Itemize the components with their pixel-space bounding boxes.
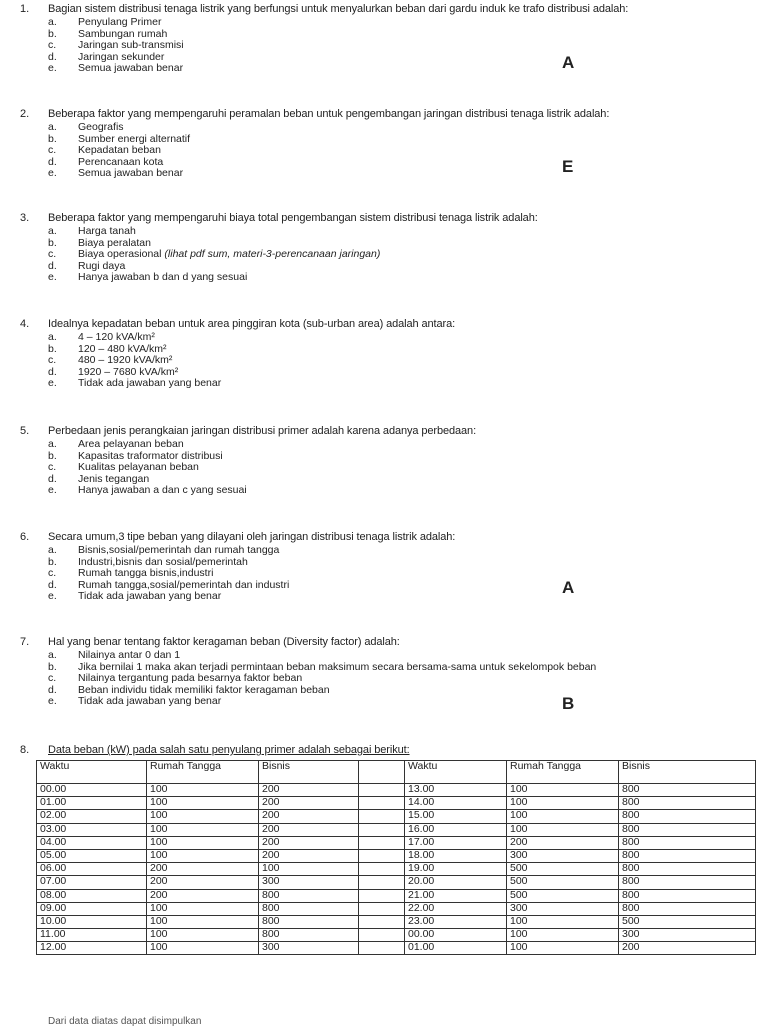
option-letter: e. [48, 62, 57, 74]
table-cell: 200 [147, 863, 259, 876]
question-number: 5. [20, 425, 30, 437]
option-item [48, 378, 221, 390]
question-text: Idealnya kepadatan beban untuk area pinggiran kota (sub-urban area) adalah antara: [48, 318, 456, 330]
table-cell: 800 [619, 902, 756, 915]
question-number: 2. [20, 108, 30, 120]
option-item [48, 63, 184, 75]
table-cell: 800 [619, 823, 756, 836]
option-text: Area pelayanan beban [78, 438, 184, 450]
question-number: 8. [20, 744, 30, 756]
table-cell: 21.00 [405, 889, 507, 902]
question-number: 4. [20, 318, 30, 330]
table-cell: 500 [507, 889, 619, 902]
option-text: Hanya jawaban a dan c yang sesuai [78, 484, 247, 496]
table-cell: 800 [619, 863, 756, 876]
table-row [37, 902, 756, 915]
table-header-cell [359, 761, 405, 784]
table-row [37, 863, 756, 876]
table-row [37, 784, 756, 797]
table-cell: 200 [259, 784, 359, 797]
option-text: Jaringan sekunder [78, 50, 165, 63]
table-cell: 500 [507, 876, 619, 889]
option-text: Rumah tangga,sosial/pemerintah dan industri [78, 578, 290, 591]
option-letter: c. [48, 248, 57, 260]
option-text: Hanya jawaban b dan d yang sesuai [78, 271, 248, 283]
option-item [48, 249, 380, 261]
table-cell: 10.00 [37, 915, 147, 928]
option-letter: a. [48, 16, 57, 28]
option-letter: b. [48, 449, 57, 462]
question-number: 7. [20, 636, 30, 648]
question-text: Perbedaan jenis perangkaian jaringan distribusi primer adalah karena adanya perbedaan: [48, 425, 477, 437]
table-header-cell: Rumah Tangga [507, 761, 619, 784]
table-cell: 100 [147, 784, 259, 797]
question-number: 1. [20, 3, 30, 15]
option-letter: e. [48, 271, 57, 283]
option-letter: a. [48, 331, 57, 343]
option-text: 120 – 480 kVA/km² [78, 342, 167, 355]
option-text: Tidak ada jawaban yang benar [78, 590, 222, 602]
table-cell [359, 902, 405, 915]
table-row [37, 942, 756, 955]
option-item [48, 673, 596, 685]
option-text: Harga tanah [78, 225, 136, 237]
table-cell: 500 [619, 915, 756, 928]
option-text: Kapasitas traformator distribusi [78, 449, 223, 462]
question-text: Secara umum,3 tipe beban yang dilayani oleh jaringan distribusi tenaga listrik adalah: [48, 531, 456, 543]
table-cell: 18.00 [405, 849, 507, 862]
option-item [48, 462, 247, 474]
option-list [48, 439, 247, 497]
table-cell [359, 823, 405, 836]
table-row [37, 849, 756, 862]
option-text: Rumah tangga bisnis,industri [78, 567, 214, 579]
footer-text: Dari data diatas dapat disimpulkan [48, 1016, 202, 1027]
table-cell [359, 810, 405, 823]
option-text: Beban individu tidak memiliki faktor keragaman beban [78, 683, 330, 696]
option-letter: a. [48, 121, 57, 133]
option-text: Sambungan rumah [78, 27, 168, 40]
table-cell: 07.00 [37, 876, 147, 889]
question-text: Hal yang benar tentang faktor keragaman beban (Diversity factor) adalah: [48, 636, 400, 648]
option-item [48, 40, 184, 52]
table-cell: 800 [619, 797, 756, 810]
table-header-cell: Rumah Tangga [147, 761, 259, 784]
table-row [37, 810, 756, 823]
option-text: Semua jawaban benar [78, 167, 184, 179]
table-cell: 800 [619, 836, 756, 849]
option-letter: d. [48, 683, 57, 696]
table-header-cell: Waktu [37, 761, 147, 784]
option-list [48, 122, 190, 180]
option-item [48, 226, 380, 238]
option-letter: c. [48, 461, 57, 473]
table-cell: 22.00 [405, 902, 507, 915]
option-text: Jika bernilai 1 maka akan terjadi permintaan beban maksimum secara bersama-sama untuk sekelompok beban [78, 660, 597, 673]
option-item [48, 145, 190, 157]
option-text: 480 – 1920 kVA/km² [78, 354, 173, 366]
table-cell: 15.00 [405, 810, 507, 823]
option-item [48, 17, 184, 29]
question-text: Beberapa faktor yang mempengaruhi biaya total pengembangan sistem distribusi tenaga listrik adalah: [48, 212, 538, 224]
table-header-row [37, 761, 756, 784]
option-letter: a. [48, 438, 57, 450]
table-cell [359, 849, 405, 862]
option-letter: b. [48, 342, 57, 355]
option-item [48, 122, 190, 134]
table-cell: 100 [507, 797, 619, 810]
table-cell: 20.00 [405, 876, 507, 889]
table-cell: 500 [507, 863, 619, 876]
option-item [48, 439, 247, 451]
option-text: 4 – 120 kVA/km² [78, 331, 155, 343]
table-cell: 100 [507, 929, 619, 942]
table-cell: 19.00 [405, 863, 507, 876]
table-cell [359, 929, 405, 942]
table-cell [359, 863, 405, 876]
option-item [48, 355, 221, 367]
table-cell: 200 [259, 823, 359, 836]
table-row [37, 876, 756, 889]
table-cell: 00.00 [405, 929, 507, 942]
question-text: Data beban (kW) pada salah satu penyulang primer adalah sebagai berikut: [48, 744, 410, 756]
option-text: Kualitas pelayanan beban [78, 461, 199, 473]
option-text: Biaya peralatan [78, 236, 151, 249]
option-item [48, 485, 247, 497]
table-cell: 100 [147, 823, 259, 836]
question-number: 3. [20, 212, 30, 224]
option-item [48, 568, 289, 580]
table-cell: 300 [619, 929, 756, 942]
option-letter: a. [48, 225, 57, 237]
option-text: Tidak ada jawaban yang benar [78, 377, 222, 389]
answer-key: A [562, 578, 575, 597]
table-row [37, 836, 756, 849]
table-cell: 800 [619, 876, 756, 889]
option-letter: c. [48, 567, 57, 579]
option-letter: b. [48, 27, 57, 40]
option-letter: e. [48, 695, 57, 707]
table-cell: 100 [507, 810, 619, 823]
question-text: Beberapa faktor yang mempengaruhi peramalan beban untuk pengembangan jaringan distribusi tenaga listrik adalah: [48, 108, 610, 120]
option-letter: b. [48, 555, 57, 568]
option-list [48, 226, 380, 284]
table-cell [359, 942, 405, 955]
table-cell [359, 784, 405, 797]
table-cell: 100 [147, 942, 259, 955]
option-text: Jaringan sub-transmisi [78, 39, 184, 51]
table-cell: 200 [259, 797, 359, 810]
table-cell: 13.00 [405, 784, 507, 797]
table-cell: 09.00 [37, 902, 147, 915]
option-letter: a. [48, 649, 57, 661]
option-note: (lihat pdf sum, materi-3-perencanaan jaringan) [164, 248, 381, 260]
option-text: Penyulang Primer [78, 16, 162, 28]
table-cell: 08.00 [37, 889, 147, 902]
table-cell: 17.00 [405, 836, 507, 849]
table-cell: 06.00 [37, 863, 147, 876]
option-text: Geografis [78, 121, 124, 133]
table-cell: 800 [619, 889, 756, 902]
table-cell: 100 [259, 863, 359, 876]
table-cell: 100 [147, 915, 259, 928]
table-cell: 12.00 [37, 942, 147, 955]
table-cell: 100 [147, 849, 259, 862]
table-cell: 800 [259, 902, 359, 915]
table-cell [359, 836, 405, 849]
table-row [37, 797, 756, 810]
table-cell: 16.00 [405, 823, 507, 836]
table-cell: 01.00 [405, 942, 507, 955]
table-cell: 800 [259, 915, 359, 928]
table-cell [359, 915, 405, 928]
question-text: Bagian sistem distribusi tenaga listrik yang berfungsi untuk menyalurkan beban dari gardu induk ke trafo distribusi adalah: [48, 3, 629, 15]
option-text: Kepadatan beban [78, 144, 161, 156]
table-cell: 300 [507, 849, 619, 862]
table-header-cell: Waktu [405, 761, 507, 784]
option-item [48, 168, 190, 180]
table-body [37, 784, 756, 955]
table-header-cell: Bisnis [259, 761, 359, 784]
table-cell: 23.00 [405, 915, 507, 928]
option-letter: e. [48, 590, 57, 602]
table-cell: 100 [147, 836, 259, 849]
option-text: Semua jawaban benar [78, 62, 184, 74]
answer-key: A [562, 53, 575, 72]
option-text: Sumber energi alternatif [78, 132, 191, 145]
table-cell: 100 [147, 902, 259, 915]
option-letter: e. [48, 484, 57, 496]
table-row [37, 915, 756, 928]
table-cell: 200 [259, 810, 359, 823]
option-letter: d. [48, 365, 57, 378]
table-cell: 02.00 [37, 810, 147, 823]
table-cell [359, 876, 405, 889]
option-list [48, 650, 596, 708]
table-cell: 03.00 [37, 823, 147, 836]
option-item [48, 696, 596, 708]
table-cell: 14.00 [405, 797, 507, 810]
table-cell: 200 [259, 836, 359, 849]
option-text: Nilainya tergantung pada besarnya faktor beban [78, 672, 303, 684]
table-cell: 100 [507, 823, 619, 836]
option-item [48, 650, 596, 662]
table-cell: 100 [147, 810, 259, 823]
answer-key: E [562, 157, 574, 176]
table-cell: 100 [507, 915, 619, 928]
option-letter: a. [48, 544, 57, 556]
table-cell: 800 [259, 889, 359, 902]
table-cell: 300 [259, 942, 359, 955]
option-letter: b. [48, 236, 57, 249]
table-header-cell: Bisnis [619, 761, 756, 784]
option-list [48, 332, 221, 390]
table-cell: 200 [507, 836, 619, 849]
option-letter: b. [48, 132, 57, 145]
table-cell: 100 [507, 784, 619, 797]
option-text: Industri,bisnis dan sosial/pemerintah [78, 555, 248, 568]
option-letter: d. [48, 472, 57, 485]
table-cell: 05.00 [37, 849, 147, 862]
option-letter: d. [48, 259, 57, 272]
table-row [37, 929, 756, 942]
table-cell: 11.00 [37, 929, 147, 942]
option-list [48, 17, 184, 75]
table-cell: 800 [619, 784, 756, 797]
option-text: Tidak ada jawaban yang benar [78, 695, 222, 707]
table-row [37, 823, 756, 836]
option-item [48, 332, 221, 344]
option-text: Jenis tegangan [78, 472, 150, 485]
table-cell: 00.00 [37, 784, 147, 797]
option-letter: d. [48, 155, 57, 168]
option-text: Rugi daya [78, 259, 126, 272]
option-item [48, 591, 289, 603]
option-text: Biaya operasional [78, 248, 162, 260]
table-cell: 04.00 [37, 836, 147, 849]
option-item [48, 272, 380, 284]
option-letter: e. [48, 377, 57, 389]
option-text: 1920 – 7680 kVA/km² [78, 365, 179, 378]
option-item [48, 545, 289, 557]
table-cell: 01.00 [37, 797, 147, 810]
table-cell: 100 [507, 942, 619, 955]
table-cell: 300 [507, 902, 619, 915]
table-row [37, 889, 756, 902]
option-letter: d. [48, 50, 57, 63]
table-cell: 100 [147, 929, 259, 942]
option-text: Bisnis,sosial/pemerintah dan rumah tangga [78, 544, 280, 556]
table-cell: 200 [147, 876, 259, 889]
option-list [48, 545, 289, 603]
table-cell: 200 [259, 849, 359, 862]
option-letter: d. [48, 578, 57, 591]
table-cell: 100 [147, 797, 259, 810]
option-letter: c. [48, 672, 57, 684]
table-cell: 200 [147, 889, 259, 902]
table-cell: 200 [619, 942, 756, 955]
load-data-table [36, 760, 756, 955]
answer-key: B [562, 694, 575, 713]
option-text: Perencanaan kota [78, 155, 164, 168]
table-cell: 300 [259, 876, 359, 889]
table-cell [359, 797, 405, 810]
option-letter: e. [48, 167, 57, 179]
option-letter: c. [48, 144, 57, 156]
option-letter: b. [48, 660, 57, 673]
option-text: Nilainya antar 0 dan 1 [78, 649, 181, 661]
table-cell: 800 [259, 929, 359, 942]
table-cell: 800 [619, 849, 756, 862]
option-letter: c. [48, 354, 57, 366]
table-cell: 800 [619, 810, 756, 823]
table-cell [359, 889, 405, 902]
question-number: 6. [20, 531, 30, 543]
option-letter: c. [48, 39, 57, 51]
